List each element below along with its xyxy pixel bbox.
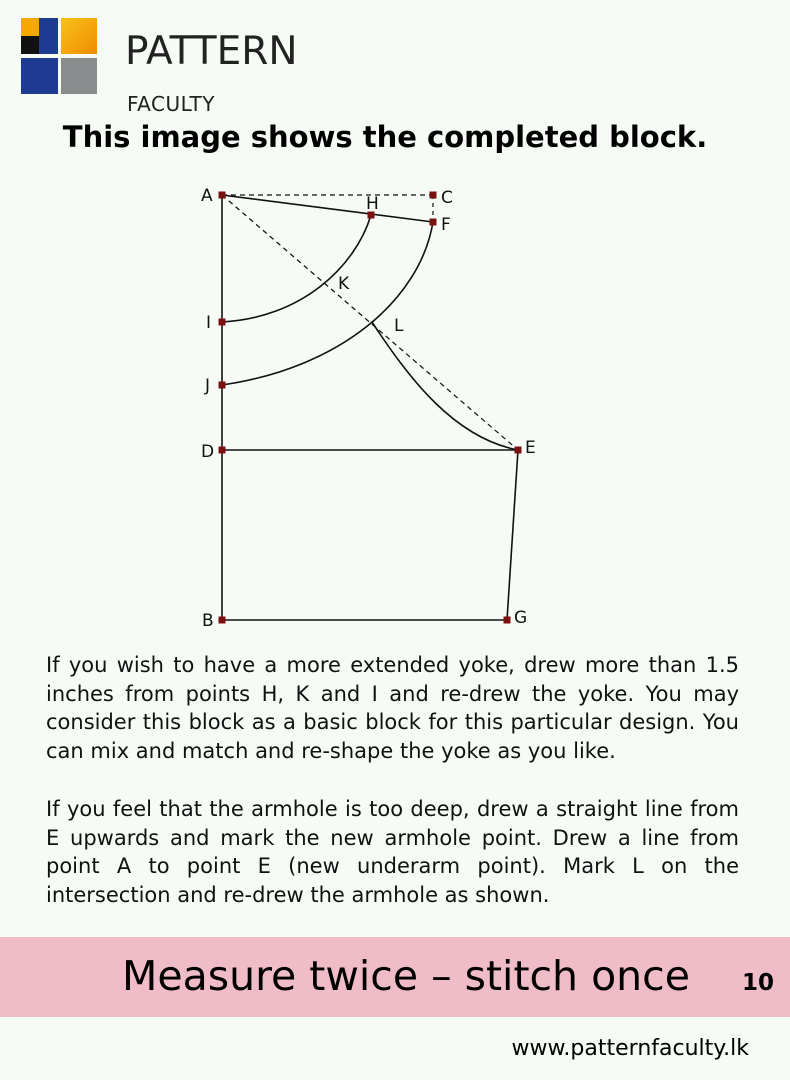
page-number: 10 <box>742 970 775 996</box>
label-j: J <box>205 376 211 396</box>
label-h: H <box>366 194 379 214</box>
marker-c <box>430 192 437 199</box>
marker-e <box>515 447 522 454</box>
logo-brand-text: PATTERN <box>125 29 298 74</box>
label-l: L <box>394 316 404 336</box>
marker-f <box>430 219 437 226</box>
label-e: E <box>525 438 536 458</box>
curve-j-f <box>222 222 433 385</box>
label-a: A <box>201 186 213 206</box>
marker-g <box>504 617 511 624</box>
yoke-curve-i-h <box>222 215 371 322</box>
label-i: I <box>206 313 212 333</box>
marker-d <box>219 447 226 454</box>
footer-slogan: Measure twice – stitch once <box>122 952 690 1000</box>
label-f: F <box>441 215 451 235</box>
label-d: D <box>201 442 215 462</box>
marker-i <box>219 319 226 326</box>
label-k: K <box>338 274 350 294</box>
dashed-line-a-e <box>222 195 518 450</box>
marker-b <box>219 617 226 624</box>
side-line-e-g <box>507 450 518 620</box>
shoulder-line-a-f <box>222 195 433 222</box>
body-paragraph-1: If you wish to have a more extended yoke, drew more than 1.5 inches from points H, K and I and re-drew the yoke. You may consider this block as a basic block for this particular design. You can mix and match and re-shape the yoke as you like. <box>46 653 739 763</box>
label-b: B <box>202 611 214 631</box>
page-heading: This image shows the completed block. <box>62 120 708 154</box>
label-c: C <box>441 188 453 208</box>
marker-a <box>219 192 226 199</box>
website-url[interactable]: www.patternfaculty.lk <box>511 1036 749 1061</box>
label-g: G <box>514 608 528 628</box>
body-paragraph-2: If you feel that the armhole is too deep, drew a straight line from E upwards and mark the new armhole point. Drew a line from point A to point E (new underarm point). Mark L on the intersection and re-drew the armhole as shown. <box>46 797 739 907</box>
logo-sub-text: FACULTY <box>127 92 215 116</box>
marker-j <box>219 382 226 389</box>
